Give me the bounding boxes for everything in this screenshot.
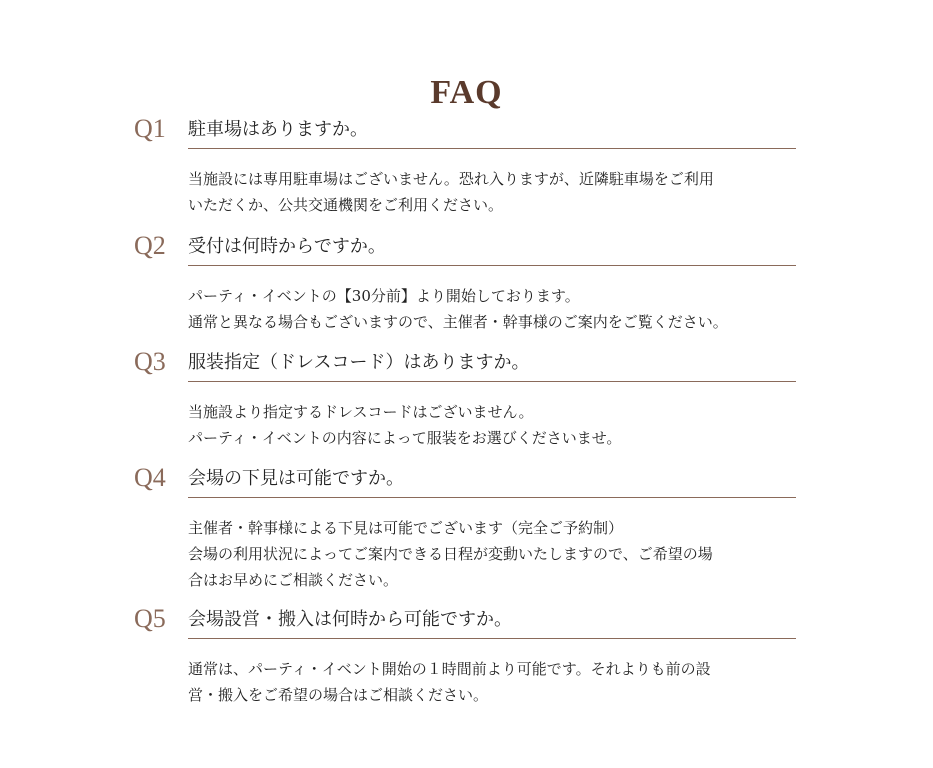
question-text: 会場設営・搬入は何時から可能ですか。 — [188, 609, 512, 630]
answer-line: 当施設より指定するドレスコードはございません。 — [188, 403, 534, 421]
answer-text — [188, 283, 808, 335]
answer-line: 合はお早めにご相談ください。 — [188, 571, 399, 589]
question-row — [134, 114, 796, 148]
question-text: 服装指定（ドレスコード）はありますか。 — [188, 352, 530, 373]
question-number: Q2 — [134, 231, 166, 260]
faq-item-q3 — [134, 347, 796, 447]
question-row — [134, 463, 796, 497]
question-row — [134, 231, 796, 265]
question-number: Q3 — [134, 347, 166, 376]
divider — [188, 381, 796, 382]
divider — [188, 265, 796, 266]
question-row — [134, 347, 796, 381]
faq-item-q1 — [134, 114, 796, 214]
question-text: 会場の下見は可能ですか。 — [188, 468, 404, 489]
answer-line: パーティ・イベントの内容によって服装をお選びくださいませ。 — [188, 429, 622, 447]
answer-line: 当施設には専用駐車場はございません。恐れ入りますが、近隣駐車場をご利用 — [188, 170, 714, 188]
answer-text — [188, 399, 808, 451]
question-text: 受付は何時からですか。 — [188, 236, 386, 257]
answer-line: 営・搬入をご希望の場合はご相談ください。 — [188, 686, 489, 704]
answer-line: 主催者・幹事様による下見は可能でございます（完全ご予約制） — [188, 519, 624, 537]
divider — [188, 638, 796, 639]
answer-text — [188, 656, 808, 708]
faq-item-q2 — [134, 231, 796, 331]
divider — [188, 497, 796, 498]
question-number: Q4 — [134, 463, 166, 492]
answer-line: いただくか、公共交通機関をご利用ください。 — [188, 196, 504, 214]
answer-line: パーティ・イベントの【30分前】より開始しております。 — [188, 287, 580, 305]
divider — [188, 148, 796, 149]
question-number: Q5 — [134, 604, 166, 633]
answer-line: 会場の利用状況によってご案内できる日程が変動いたしますので、ご希望の場 — [188, 545, 713, 563]
question-row — [134, 604, 796, 638]
question-number: Q1 — [134, 114, 166, 143]
answer-line: 通常と異なる場合もございますので、主催者・幹事様のご案内をご覧ください。 — [188, 313, 728, 331]
answer-text — [188, 166, 808, 218]
faq-item-q5 — [134, 604, 796, 704]
answer-line: 通常は、パーティ・イベント開始の１時間前より可能です。それよりも前の設 — [188, 660, 711, 678]
page-title: FAQ — [430, 73, 503, 111]
answer-text — [188, 515, 808, 593]
faq-item-q4 — [134, 463, 796, 589]
question-text: 駐車場はありますか。 — [188, 119, 368, 140]
